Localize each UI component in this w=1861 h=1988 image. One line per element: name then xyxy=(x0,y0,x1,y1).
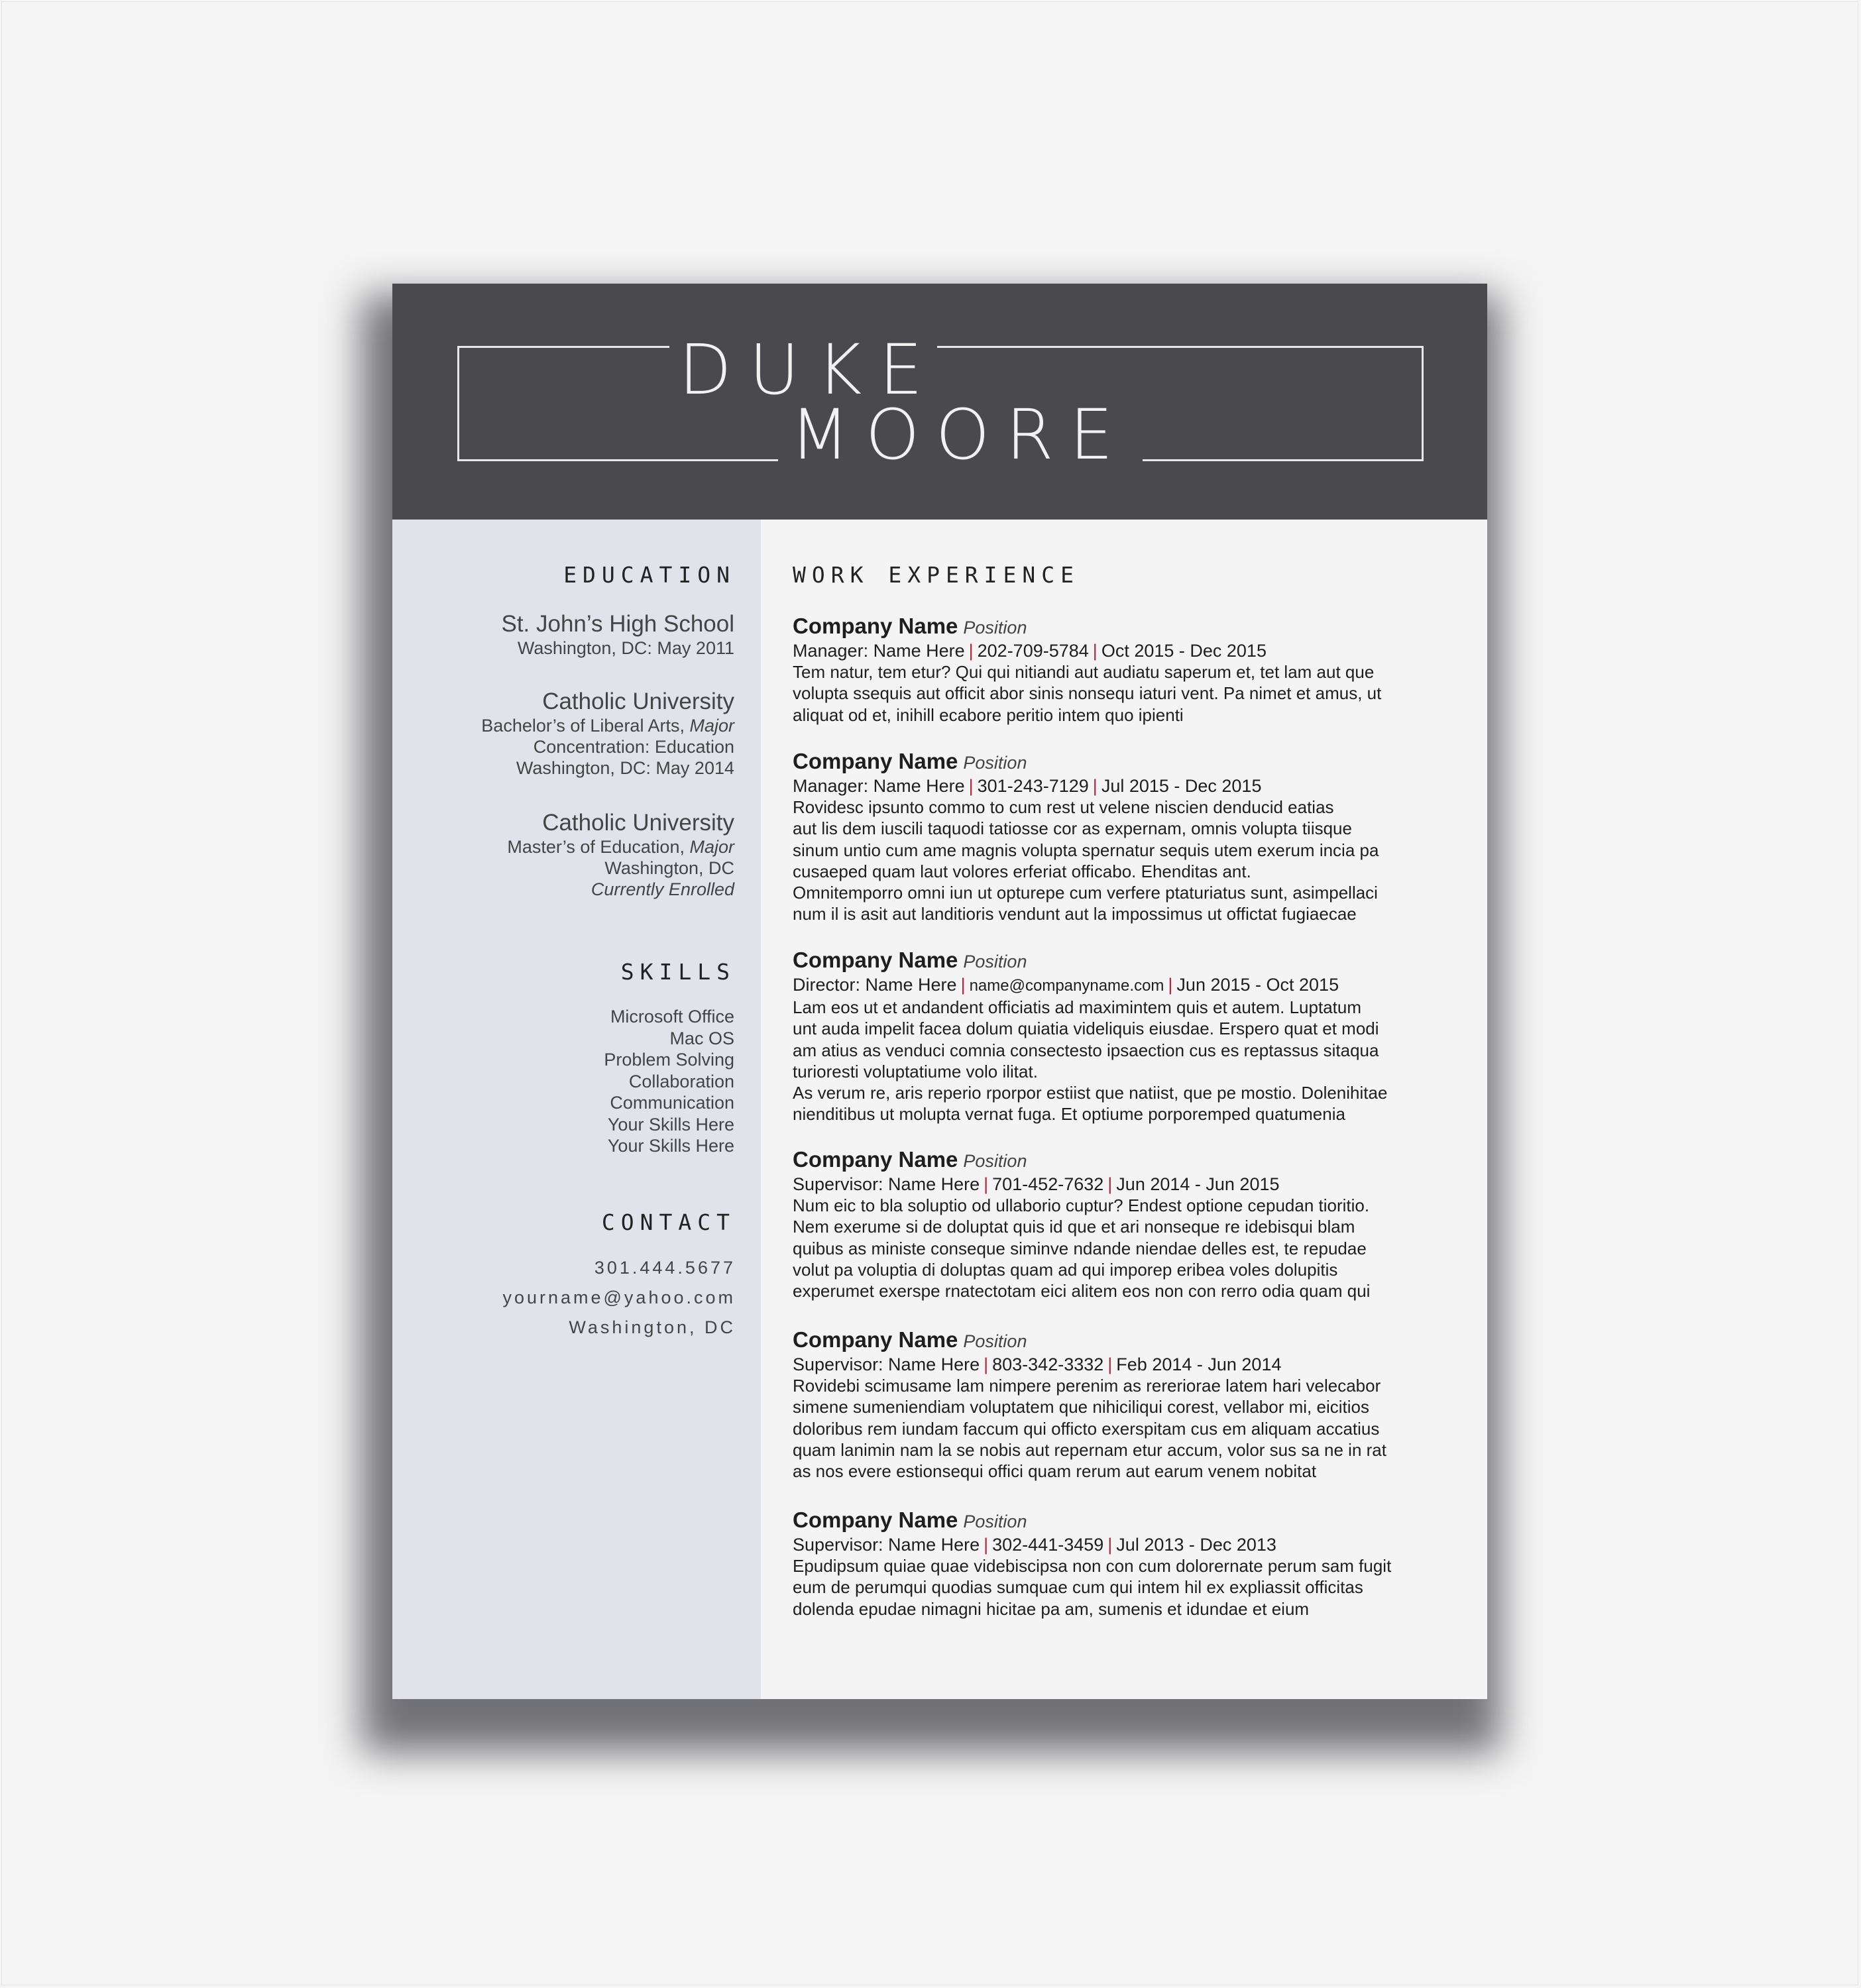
education-line: Washington, DC: May 2014 xyxy=(516,758,734,778)
job-position: Position xyxy=(963,952,1027,971)
job-contact-label: Manager: Name Here xyxy=(793,776,965,796)
job-meta xyxy=(793,775,1455,797)
job-title-line xyxy=(793,1327,1455,1354)
description-line: Omnitemporro omni iun ut opturepe cum verfere ptaturiatus sunt, asimpellaci xyxy=(793,883,1378,903)
contact-info xyxy=(502,1253,736,1343)
skill-item: Problem Solving xyxy=(604,1050,734,1070)
school-name: Catholic University xyxy=(542,689,734,714)
job-contact-label: Manager: Name Here xyxy=(793,641,965,661)
degree-line xyxy=(481,715,734,736)
company-name: Company Name xyxy=(793,749,958,773)
description-line: aut lis dem iuscili taquodi tatiosse cor as expernam, omnis volupta tiisque xyxy=(793,818,1352,839)
job-meta xyxy=(793,1354,1455,1375)
separator: | xyxy=(960,975,966,995)
enrollment-status: Currently Enrolled xyxy=(591,879,734,899)
job-position: Position xyxy=(963,753,1027,773)
company-name: Company Name xyxy=(793,948,958,972)
name-frame-bottom-right xyxy=(1143,459,1424,461)
job-contact-value: 701-452-7632 xyxy=(992,1174,1104,1194)
job-description xyxy=(793,1375,1455,1482)
job-entry xyxy=(793,1508,1455,1620)
company-name: Company Name xyxy=(793,1327,958,1352)
name-frame-top-left xyxy=(457,346,669,348)
description-line: num il is asit aut landitioris vendunt aut la impossimus ut offictat fugiaecae xyxy=(793,904,1357,924)
education-line: Washington, DC: May 2011 xyxy=(517,638,734,658)
separator: | xyxy=(1107,1535,1113,1555)
education-item xyxy=(501,611,734,659)
separator: | xyxy=(1107,1174,1113,1194)
contact-email: yourname@yahoo.com xyxy=(502,1288,736,1307)
school-name: St. John’s High School xyxy=(501,611,734,637)
job-description xyxy=(793,1555,1455,1620)
separator: | xyxy=(1092,641,1098,661)
job-meta xyxy=(793,640,1455,661)
description-line: quam lanimin nam la se nobis aut repernam etur accum, volor sus sa ne in rat xyxy=(793,1439,1386,1460)
description-line: Rovidesc ipsunto commo to cum rest ut velene niscien denducid eatias xyxy=(793,797,1334,817)
description-line: experumet exerspe rnatectotam eici alitem eos non con rerro odia quam qui xyxy=(793,1281,1371,1301)
job-position: Position xyxy=(963,1331,1027,1351)
description-line: cusaeped quam laut volores erferiat officabo. Ehenditas ant. xyxy=(793,861,1251,881)
skill-item: Mac OS xyxy=(669,1028,734,1048)
education-line: Concentration: Education xyxy=(533,737,734,757)
job-contact-value: 803-342-3332 xyxy=(992,1354,1104,1374)
name-frame-bottom-left xyxy=(457,459,778,461)
job-meta xyxy=(793,1534,1455,1555)
education-heading: EDUCATION xyxy=(563,562,736,588)
description-line: Num eic to bla soluptio od ullaborio cuptur? Endest optione cepudan tioritio. xyxy=(793,1195,1370,1215)
job-title-line xyxy=(793,1508,1455,1534)
description-line: sinum untio cum ame magnis volupta spernatur sequis utem exerum incia pa xyxy=(793,840,1379,860)
description-line: eum de perumqui quodias sumquae cum qui intem hil ex expliassit officitas xyxy=(793,1577,1363,1598)
job-dates: Jun 2015 - Oct 2015 xyxy=(1176,975,1339,995)
job-dates: Feb 2014 - Jun 2014 xyxy=(1116,1354,1282,1374)
separator: | xyxy=(1107,1354,1113,1374)
job-entry xyxy=(793,614,1455,726)
description-line: Lam eos ut et andandent officiatis ad maximintem quis et autem. Luptatum xyxy=(793,997,1361,1017)
education-item xyxy=(507,810,734,900)
skills-heading: SKILLS xyxy=(620,959,736,985)
separator: | xyxy=(1092,776,1098,796)
description-line: Nem exerume si de doluptat quis id que et ari nonseque re idebisqui blam xyxy=(793,1217,1355,1237)
job-dates: Jul 2015 - Dec 2015 xyxy=(1101,776,1262,796)
job-position: Position xyxy=(963,1151,1027,1171)
job-dates: Oct 2015 - Dec 2015 xyxy=(1101,641,1267,661)
company-name: Company Name xyxy=(793,1508,958,1532)
job-title-line xyxy=(793,614,1455,640)
job-description xyxy=(793,797,1455,925)
degree-line xyxy=(507,836,734,857)
company-name: Company Name xyxy=(793,1147,958,1172)
separator: | xyxy=(984,1354,989,1374)
resume-page xyxy=(392,284,1487,1699)
job-contact-value: 202-709-5784 xyxy=(977,641,1089,661)
work-experience-heading: WORK EXPERIENCE xyxy=(793,562,1080,588)
last-name: MOORE xyxy=(790,394,1129,475)
contact-location: Washington, DC xyxy=(569,1317,736,1337)
job-entry xyxy=(793,1147,1455,1301)
job-meta xyxy=(793,974,1455,997)
job-contact-label: Supervisor: Name Here xyxy=(793,1354,980,1374)
company-name: Company Name xyxy=(793,614,958,638)
job-title-line xyxy=(793,948,1455,974)
job-meta xyxy=(793,1174,1455,1195)
job-position: Position xyxy=(963,618,1027,637)
description-line: as nos evere estionsequi offici quam rerum aut earum venem nobitat xyxy=(793,1461,1317,1482)
job-description xyxy=(793,1195,1455,1301)
description-line: Tem natur, tem etur? Qui qui nitiandi aut audiatu saperum et, tet lam aut que xyxy=(793,662,1375,682)
description-line: Epudipsum quiae quae videbiscipsa non con cum dolorernate perum sam fugit xyxy=(793,1556,1392,1576)
degree: Bachelor’s of Liberal Arts, xyxy=(481,716,685,736)
sidebar xyxy=(392,520,761,1699)
description-line: As verum re, aris reperio rporpor estiist que natiist, que pe mostio. Dolenihitae xyxy=(793,1083,1388,1103)
description-line: volupta ssequis aut officit abor sinis nonsequ iaturi vent. Pa nimet et amus, ut xyxy=(793,683,1382,704)
description-line: aliquat od et, inihill ecabore peritio intem quo ipienti xyxy=(793,704,1184,725)
job-title-line xyxy=(793,749,1455,775)
job-dates: Jul 2013 - Dec 2013 xyxy=(1116,1535,1276,1555)
skill-item: Communication xyxy=(610,1093,734,1113)
degree-major: Major xyxy=(689,837,734,857)
skill-item: Your Skills Here xyxy=(607,1136,734,1156)
school-name: Catholic University xyxy=(542,810,734,836)
job-description xyxy=(793,997,1455,1125)
description-line: turioresti voluptatiume volo ilitat. xyxy=(793,1061,1038,1081)
skill-item: Microsoft Office xyxy=(610,1007,734,1026)
education-item xyxy=(481,689,734,779)
job-position: Position xyxy=(963,1512,1027,1531)
description-line: unt auda impelit facea dolum quiatia videliquis eiusdae. Erspero quat et modi xyxy=(793,1019,1379,1039)
job-contact-label: Director: Name Here xyxy=(793,975,957,995)
description-line: am atius as venduci comnia consectesto ipsaection cus es reptassus sitaqua xyxy=(793,1040,1379,1060)
degree: Master’s of Education, xyxy=(507,837,685,857)
job-entry xyxy=(793,749,1455,925)
description-line: nienditibus ut molupta vernat fuga. Et optiume porporemped quatumenia xyxy=(793,1104,1345,1125)
separator: | xyxy=(968,776,974,796)
separator: | xyxy=(968,641,974,661)
job-title-line xyxy=(793,1147,1455,1174)
separator: | xyxy=(1168,975,1173,995)
description-line: quibus as ministe conseque siminve ndande niendae delles est, te repudae xyxy=(793,1238,1367,1258)
job-contact-label: Supervisor: Name Here xyxy=(793,1174,980,1194)
job-contact-value: 302-441-3459 xyxy=(992,1535,1104,1555)
skill-item: Collaboration xyxy=(628,1071,734,1091)
job-contact-email[interactable]: name@companyname.com xyxy=(969,977,1164,995)
education-line: Washington, DC xyxy=(604,858,734,878)
name-frame-right xyxy=(1422,346,1424,461)
name-frame-left xyxy=(457,346,459,461)
resume-header xyxy=(392,284,1487,520)
description-line: doloribus rem iundam faccum qui officto exerspitam cus em aliquam accatius xyxy=(793,1418,1380,1439)
contact-heading: CONTACT xyxy=(601,1209,736,1235)
job-contact-label: Supervisor: Name Here xyxy=(793,1535,980,1555)
description-line: volut pa voluptia di doluptas quam ad qui imporep eribea voles dolupitis xyxy=(793,1259,1338,1280)
description-line: simene sumeniendiam voluptatem que nihiciliqui corest, vellabor mi, eicitios xyxy=(793,1397,1369,1417)
job-entry xyxy=(793,948,1455,1125)
contact-phone: 301.444.5677 xyxy=(594,1258,736,1278)
job-entry xyxy=(793,1327,1455,1482)
separator: | xyxy=(984,1535,989,1555)
skills-list xyxy=(604,1006,734,1157)
skill-item: Your Skills Here xyxy=(607,1114,734,1134)
job-dates: Jun 2014 - Jun 2015 xyxy=(1116,1174,1280,1194)
description-line: dolenda epudae nimagni hicitae pa am, sumenis et idundae et eium xyxy=(793,1598,1310,1619)
separator: | xyxy=(984,1174,989,1194)
job-contact-value: 301-243-7129 xyxy=(977,776,1089,796)
name-frame-top-right xyxy=(937,346,1424,348)
first-name: DUKE xyxy=(679,329,940,410)
degree-major: Major xyxy=(689,716,734,736)
job-description xyxy=(793,661,1455,726)
description-line: Rovidebi scimusame lam nimpere perenim as rereriorae latem hari velecabor xyxy=(793,1376,1381,1396)
